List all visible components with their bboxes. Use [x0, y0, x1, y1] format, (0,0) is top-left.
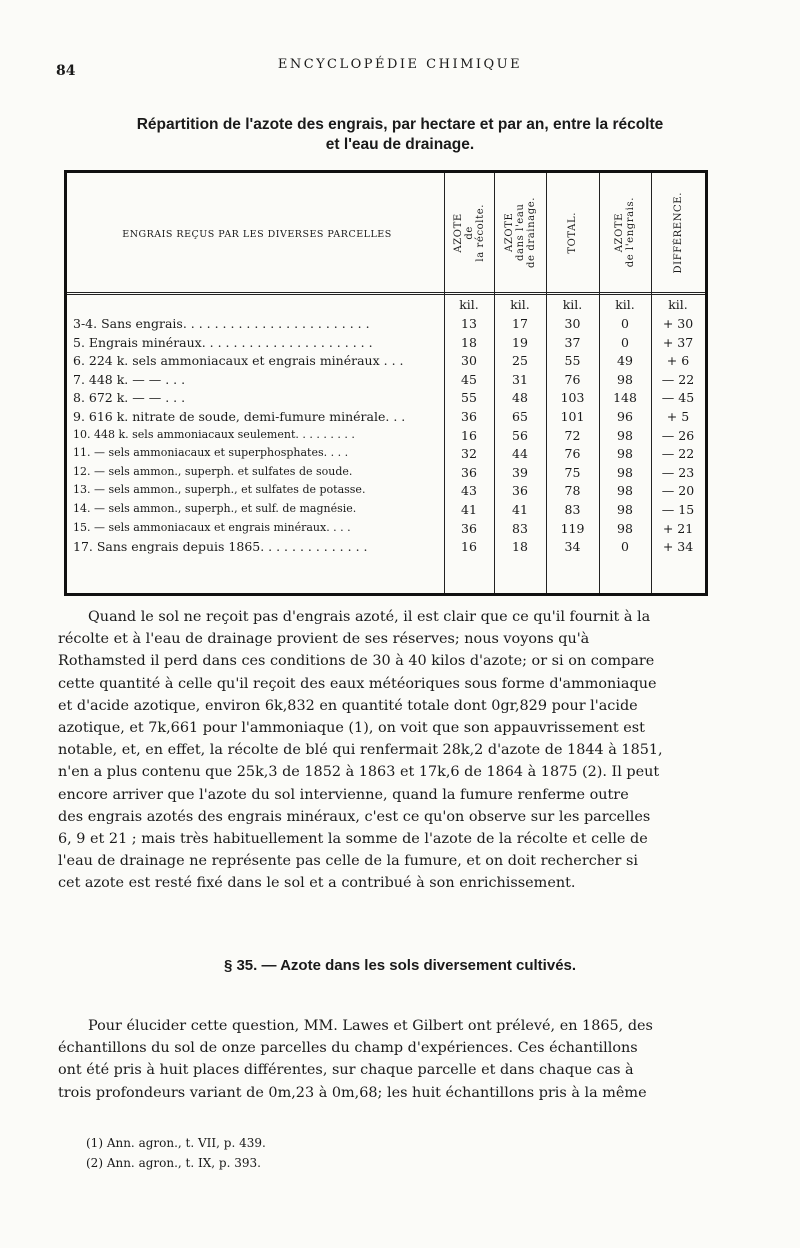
- row-label: 13. — sels ammon., superph., et sulfates de potasse.: [73, 483, 366, 497]
- value-cell: — 23: [661, 464, 695, 480]
- text-line: cette quantité à celle qu'il reçoit des eaux météoriques sous forme d'ammoniaque: [58, 675, 657, 692]
- text-line: et d'acide azotique, environ 6k,832 en quantité totale dont 0gr,829 pour l'acide: [58, 697, 638, 714]
- column-header: [444, 173, 494, 292]
- value-cell: — 20: [661, 483, 695, 499]
- section-title: § 35. — Azote dans les sols diversement cultivés.: [223, 957, 577, 974]
- table-row: [67, 521, 705, 540]
- row-label: 9. 616 k. nitrate de soude, demi-fumure minérale. . .: [73, 409, 406, 424]
- value-cell: + 5: [666, 409, 690, 424]
- value-cell: 41: [512, 502, 528, 517]
- column-header-text: AZOTE dans l'eau de drainage.: [503, 197, 537, 268]
- value-cell: 16: [461, 427, 477, 443]
- value-cell: 75: [564, 464, 581, 480]
- column-header: [651, 173, 705, 292]
- row-label: 17. Sans engrais depuis 1865. . . . . . . . . . . . . .: [73, 539, 368, 555]
- value-cell: 31: [512, 371, 528, 387]
- value-cell: — 26: [661, 427, 695, 443]
- unit-cell: kil.: [668, 297, 688, 312]
- unit-cell: kil.: [615, 297, 635, 312]
- value-cell: 103: [560, 390, 585, 406]
- value-cell: 83: [512, 520, 528, 536]
- footnote: (1) Ann. agron., t. VII, p. 439.: [86, 1136, 266, 1150]
- value-cell: 119: [560, 520, 585, 536]
- table-title-line: et l'eau de drainage.: [325, 136, 475, 153]
- value-cell: + 21: [662, 520, 694, 536]
- value-cell: 16: [461, 539, 477, 555]
- value-cell: 34: [564, 539, 581, 555]
- text-line: notable, et, en effet, la récolte de blé qui renfermait 28k,2 d'azote de 1844 à 1851,: [58, 742, 663, 759]
- value-cell: 96: [617, 409, 633, 424]
- table-row: [67, 409, 705, 428]
- running-head: ENCYCLOPÉDIE CHIMIQUE: [277, 57, 523, 72]
- value-cell: 83: [564, 502, 581, 517]
- paragraph-2: [58, 1015, 710, 1104]
- value-cell: 65: [512, 409, 528, 424]
- text-line: 6, 9 et 21 ; mais très habituellement la somme de l'azote de la récolte et celle de: [58, 831, 648, 848]
- value-cell: + 34: [662, 539, 694, 555]
- text-line: échantillons du sol de onze parcelles du champ d'expériences. Ces échantillons: [58, 1040, 638, 1057]
- value-cell: 98: [617, 483, 633, 499]
- value-cell: — 45: [661, 390, 695, 406]
- value-cell: 17: [512, 316, 528, 331]
- table-row: [67, 353, 705, 372]
- value-cell: 25: [512, 353, 528, 369]
- value-cell: + 37: [662, 334, 694, 350]
- page-number: 84: [56, 63, 76, 79]
- value-cell: 18: [461, 334, 477, 350]
- value-cell: 49: [617, 353, 633, 369]
- unit-cell: kil.: [562, 297, 583, 312]
- table-title: [80, 115, 720, 155]
- column-header-text: AZOTE de l'engrais.: [614, 197, 636, 268]
- value-cell: 55: [564, 353, 581, 369]
- text-line: l'eau de drainage ne représente pas celle de la fumure, et on doit rechercher si: [58, 853, 638, 870]
- table-title-line: Répartition de l'azote des engrais, par hectare et par an, entre la récolte: [136, 116, 664, 133]
- value-cell: 72: [564, 427, 581, 443]
- value-cell: 30: [564, 316, 581, 331]
- value-cell: 13: [461, 316, 477, 331]
- row-label: 10. 448 k. sels ammoniacaux seulement. . . . . . . . .: [73, 427, 355, 441]
- value-cell: 98: [617, 427, 633, 443]
- row-label: 8. 672 k. — — . . .: [73, 390, 186, 406]
- value-cell: 43: [461, 483, 477, 499]
- value-cell: 36: [461, 520, 477, 536]
- text-line: azotique, et 7k,661 pour l'ammoniaque (1), on voit que son appauvrissement est: [58, 720, 645, 737]
- table-row: [67, 316, 705, 335]
- footnote: (2) Ann. agron., t. IX, p. 393.: [86, 1156, 261, 1170]
- row-label: 6. 224 k. sels ammoniacaux et engrais minéraux . . .: [73, 353, 404, 369]
- units-row: [67, 297, 705, 316]
- value-cell: 98: [617, 446, 633, 462]
- text-line: Quand le sol ne reçoit pas d'engrais azoté, il est clair que ce qu'il fournit à la: [88, 609, 651, 625]
- column-header-text: DIFFÉRENCE.: [672, 191, 684, 274]
- table-row: [67, 465, 705, 484]
- unit-cell: kil.: [459, 297, 479, 312]
- row-label: 3-4. Sans engrais. . . . . . . . . . . . . . . . . . . . . . . .: [73, 316, 370, 331]
- text-line: cet azote est resté fixé dans le sol et a contribué à son enrichissement.: [58, 875, 576, 892]
- value-cell: 45: [461, 371, 477, 387]
- value-cell: 98: [617, 371, 633, 387]
- table-row: [67, 502, 705, 521]
- row-label: 12. — sels ammon., superph. et sulfates de soude.: [73, 464, 353, 478]
- table-row: [67, 539, 705, 558]
- value-cell: 0: [621, 316, 629, 331]
- value-cell: 36: [512, 483, 528, 499]
- value-cell: 76: [564, 371, 581, 387]
- text-line: Rothamsted il perd dans ces conditions de 30 à 40 kilos d'azote; or si on compare: [58, 653, 655, 670]
- value-cell: 32: [461, 446, 477, 462]
- text-line: Pour élucider cette question, MM. Lawes et Gilbert ont prélevé, en 1865, des: [88, 1018, 653, 1034]
- value-cell: 98: [617, 464, 633, 480]
- paragraph-1: [58, 606, 710, 895]
- row-label: 14. — sels ammon., superph., et sulf. de magnésie.: [73, 502, 357, 515]
- value-cell: 48: [512, 390, 528, 406]
- value-cell: 76: [564, 446, 581, 462]
- value-cell: 36: [461, 409, 477, 424]
- value-cell: 78: [564, 483, 581, 499]
- table-row: [67, 483, 705, 502]
- value-cell: 101: [560, 409, 585, 424]
- text-line: ont été pris à huit places différentes, sur chaque parcelle et dans chaque cas à: [58, 1062, 634, 1079]
- table-row: [67, 428, 705, 447]
- text-line: encore arriver que l'azote du sol intervienne, quand la fumure renferme outre: [58, 786, 629, 803]
- column-header-text: TOTAL.: [567, 211, 578, 254]
- value-cell: 44: [512, 446, 528, 462]
- row-label: 11. — sels ammoniacaux et superphosphates. . . .: [73, 446, 349, 460]
- row-label: 7. 448 k. — — . . .: [73, 371, 186, 387]
- text-line: des engrais azotés des engrais minéraux, c'est ce qu'on observe sur les parcelles: [58, 808, 651, 825]
- value-cell: + 30: [662, 316, 694, 331]
- table-header-separator: [67, 294, 705, 295]
- text-line: n'en a plus contenu que 25k,3 de 1852 à 1863 et 17k,6 de 1864 à 1875 (2). Il peut: [58, 764, 660, 781]
- value-cell: 41: [461, 502, 477, 517]
- row-label: 15. — sels ammoniacaux et engrais minéraux. . . .: [73, 520, 351, 534]
- value-cell: 37: [564, 334, 581, 350]
- value-cell: 98: [617, 520, 633, 536]
- text-line: trois profondeurs variant de 0m,23 à 0m,68; les huit échantillons pris à la même: [58, 1084, 647, 1101]
- value-cell: + 6: [666, 353, 690, 369]
- value-cell: — 22: [661, 446, 695, 462]
- value-cell: 30: [461, 353, 477, 369]
- table-row: [67, 372, 705, 391]
- value-cell: 55: [461, 390, 477, 406]
- value-cell: 148: [613, 390, 637, 406]
- data-table: [64, 170, 708, 596]
- value-cell: 56: [512, 427, 528, 443]
- column-header-label: ENGRAIS REÇUS PAR LES DIVERSES PARCELLES: [122, 229, 392, 240]
- value-cell: 39: [512, 464, 528, 480]
- column-header: [599, 173, 651, 292]
- column-header: [494, 173, 546, 292]
- value-cell: 0: [621, 539, 629, 555]
- value-cell: — 22: [661, 371, 695, 387]
- value-cell: 18: [512, 539, 528, 555]
- table-row: [67, 446, 705, 465]
- value-cell: — 15: [661, 502, 695, 517]
- column-header-text: AZOTE de la récolte.: [452, 203, 486, 262]
- text-line: récolte et à l'eau de drainage provient de ses réserves; nous voyons qu'à: [58, 631, 590, 648]
- value-cell: 36: [461, 464, 477, 480]
- value-cell: 98: [617, 502, 633, 517]
- unit-cell: kil.: [510, 297, 530, 312]
- row-label: 5. Engrais minéraux. . . . . . . . . . . . . . . . . . . . . .: [73, 334, 373, 350]
- value-cell: 0: [621, 334, 629, 350]
- value-cell: 19: [512, 334, 528, 350]
- column-header: [546, 173, 599, 292]
- table-row: [67, 390, 705, 409]
- table-row: [67, 335, 705, 354]
